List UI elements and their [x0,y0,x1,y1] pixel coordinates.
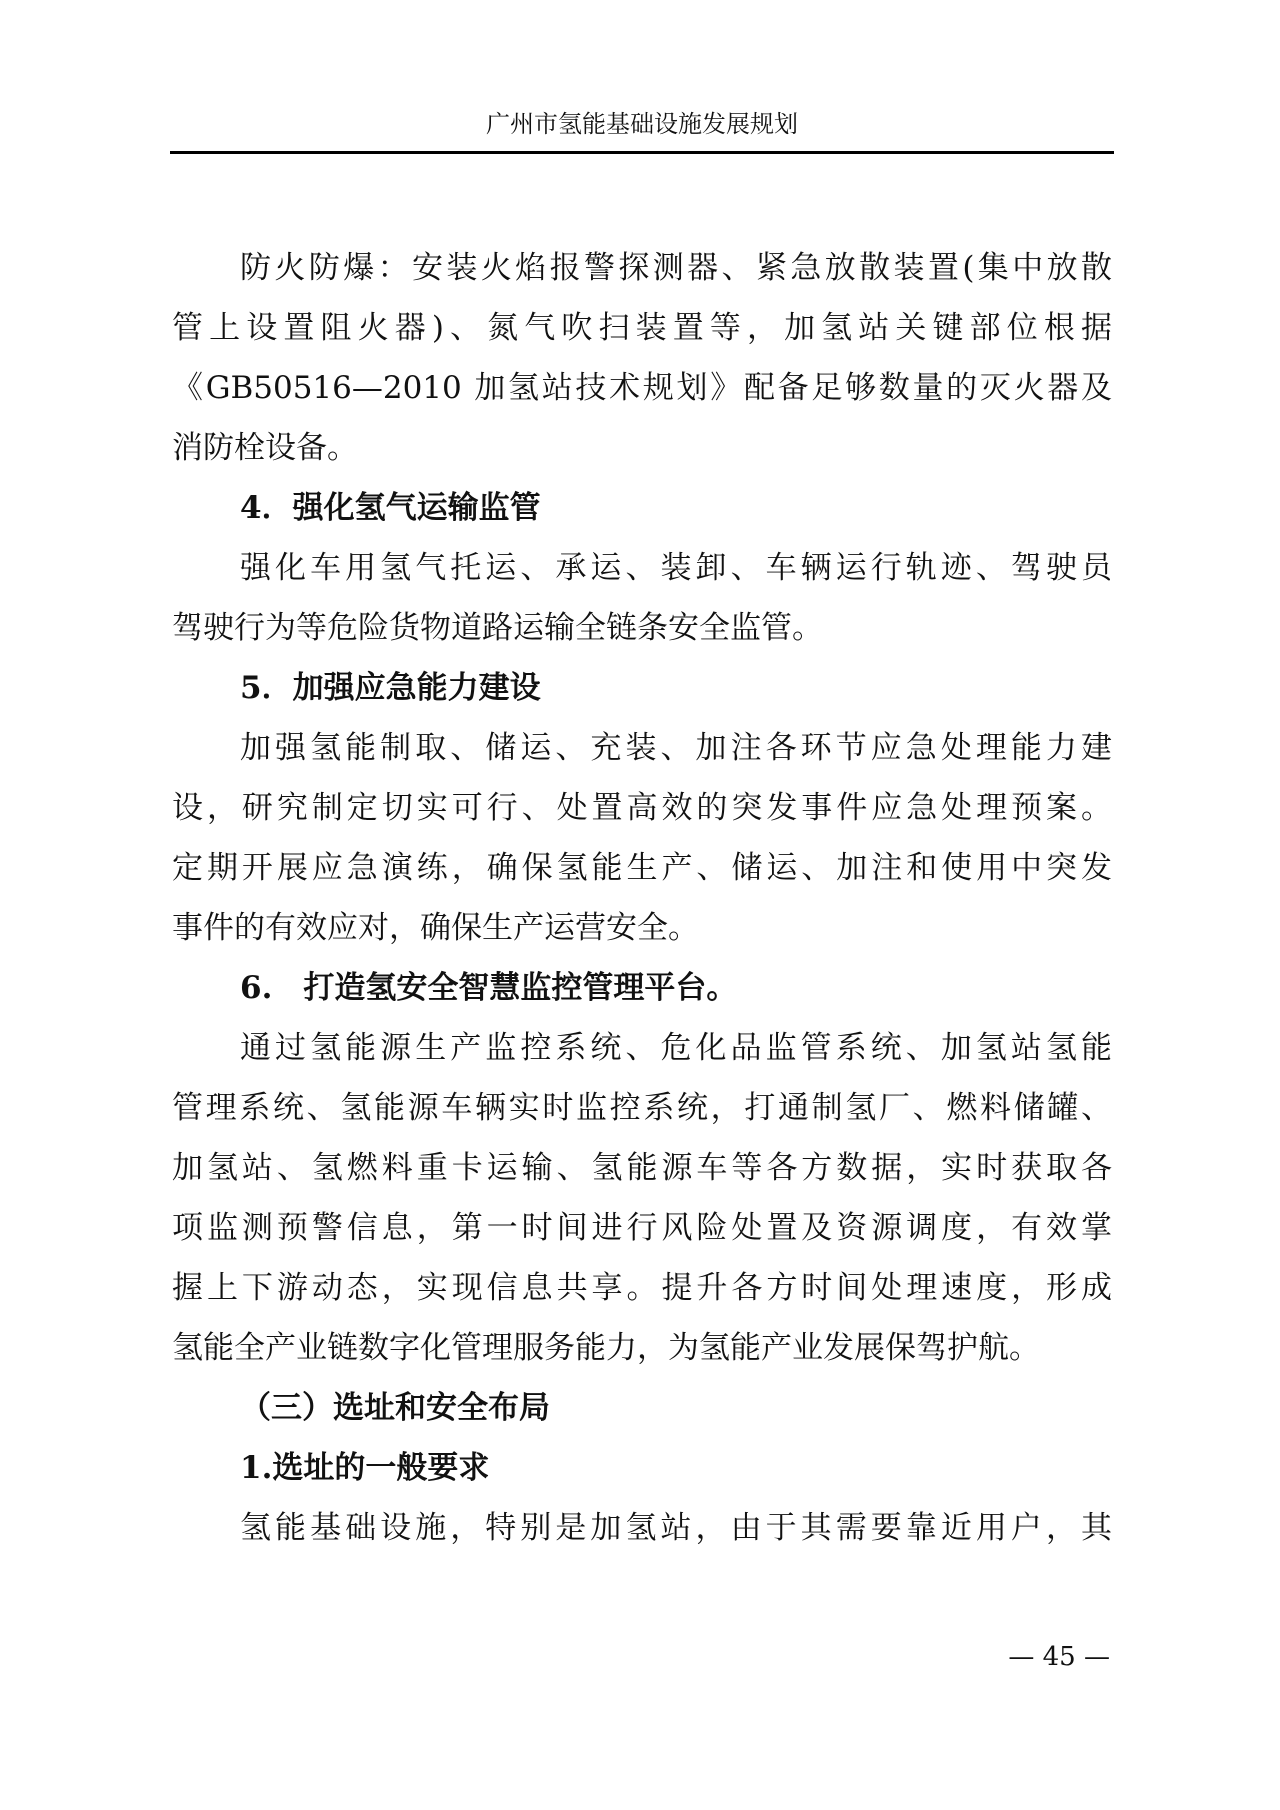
section-heading-5: 5．加强应急能力建设 [240,670,541,706]
paragraph-line: 握上下游动态，实现信息共享。提升各方时间处理速度，形成 [172,1270,1112,1306]
header-divider [170,151,1114,154]
page-number: — 45 — [1008,1642,1110,1672]
section-heading-4: 4．强化氢气运输监管 [240,490,541,526]
subsection-heading-1: 1.选址的一般要求 [240,1450,490,1486]
paragraph-line: 加强氢能制取、储运、充装、加注各环节应急处理能力建 [240,730,1112,766]
paragraph-line: 事件的有效应对，确保生产运营安全。 [172,910,699,946]
paragraph-line: 加氢站、氢燃料重卡运输、氢能源车等各方数据，实时获取各 [172,1150,1112,1186]
paragraph-line: 防火防爆：安装火焰报警探测器、紧急放散装置(集中放散 [240,250,1112,286]
paragraph-line: 项监测预警信息，第一时间进行风险处置及资源调度，有效掌 [172,1210,1112,1246]
paragraph-line: 氢能全产业链数字化管理服务能力，为氢能产业发展保驾护航。 [172,1330,1040,1366]
paragraph-line: 通过氢能源生产监控系统、危化品监管系统、加氢站氢能 [240,1030,1112,1066]
paragraph-line: 设，研究制定切实可行、处置高效的突发事件应急处理预案。 [172,790,1112,826]
paragraph-line: 强化车用氢气托运、承运、装卸、车辆运行轨迹、驾驶员 [240,550,1112,586]
paragraph-line: 氢能基础设施，特别是加氢站，由于其需要靠近用户，其 [240,1510,1112,1546]
paragraph-line: 《GB50516—2010 加氢站技术规划》配备足够数量的灭火器及 [172,370,1112,406]
paragraph-line: 管理系统、氢能源车辆实时监控系统，打通制氢厂、燃料储罐、 [172,1090,1112,1126]
section-heading-3: （三）选址和安全布局 [240,1390,550,1426]
section-heading-6: 6. 打造氢安全智慧监控管理平台。 [240,970,738,1006]
paragraph-line: 管上设置阻火器)、氮气吹扫装置等，加氢站关键部位根据 [172,310,1112,346]
body-text [172,238,1112,1558]
paragraph-line: 消防栓设备。 [172,430,358,466]
paragraph-line: 驾驶行为等危险货物道路运输全链条安全监管。 [172,610,823,646]
paragraph-line: 定期开展应急演练，确保氢能生产、储运、加注和使用中突发 [172,850,1112,886]
running-header-title: 广州市氢能基础设施发展规划 [486,110,798,138]
